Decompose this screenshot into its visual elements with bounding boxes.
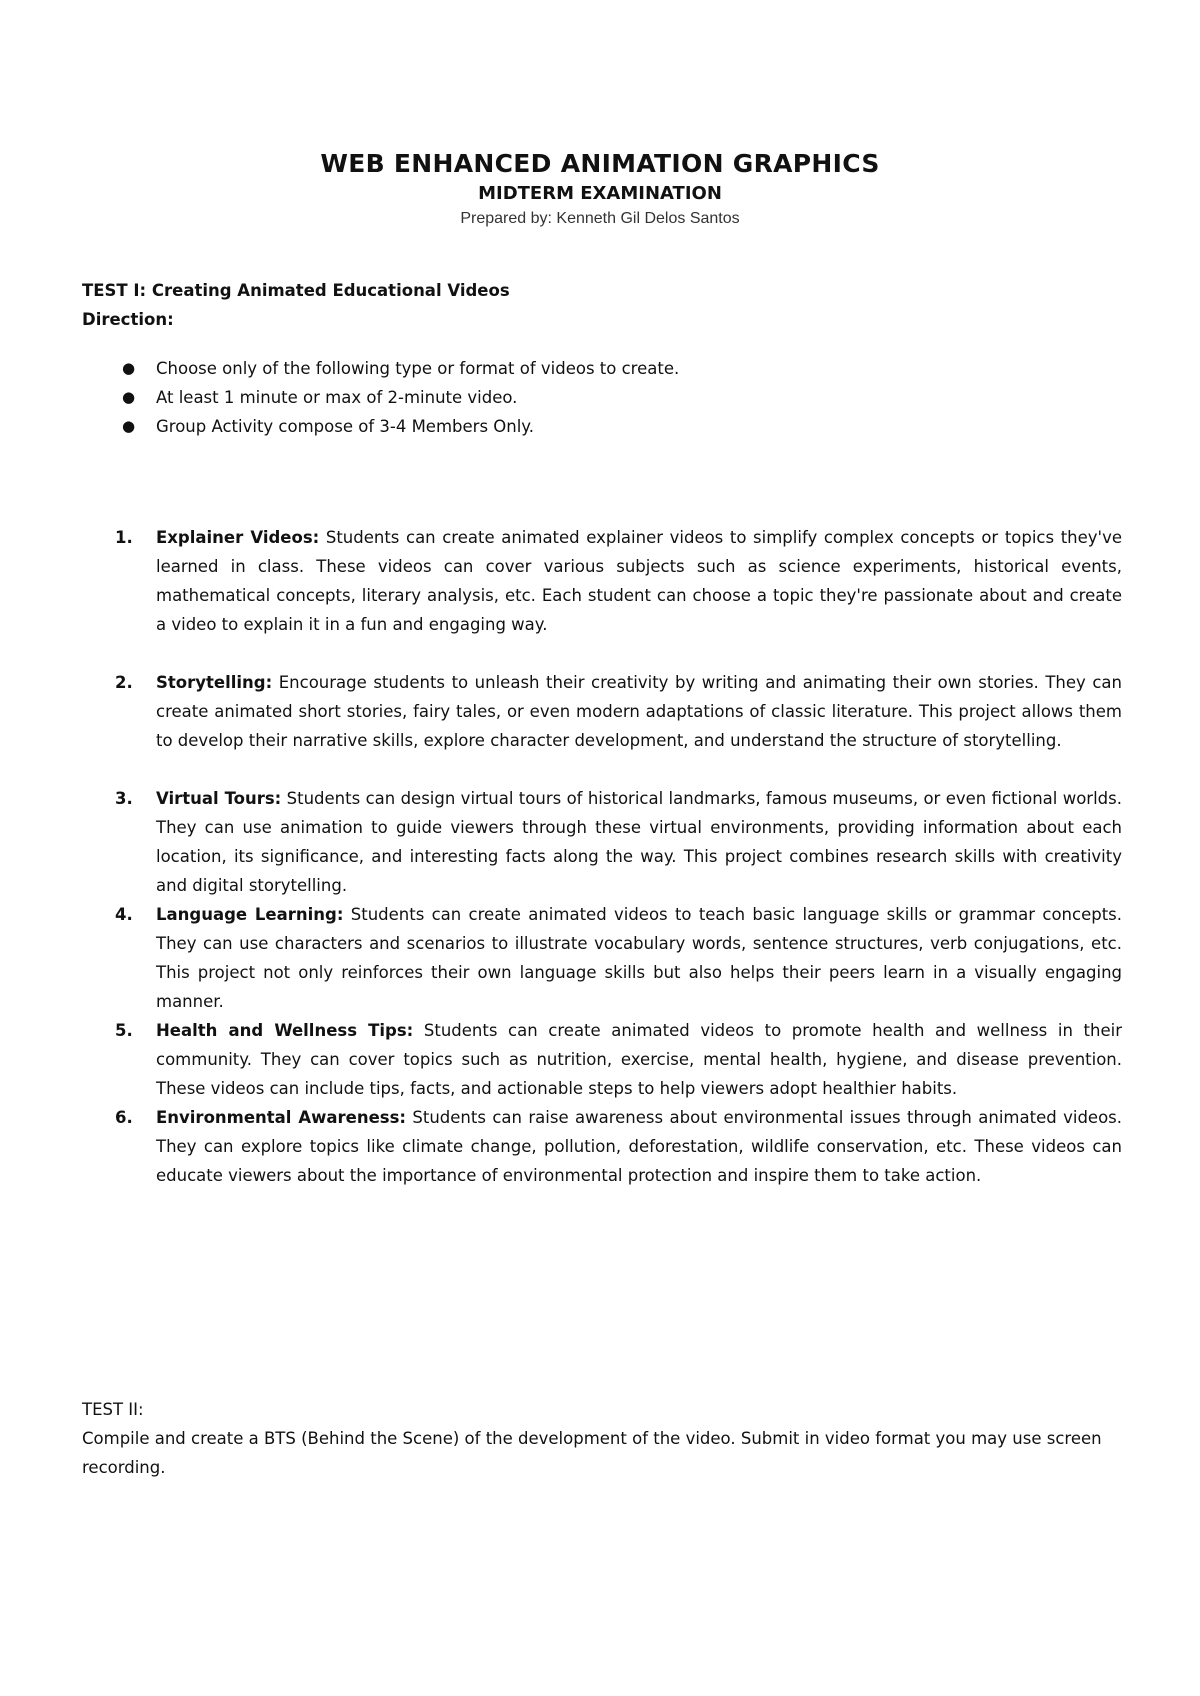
document-subtitle: MIDTERM EXAMINATION: [478, 183, 722, 204]
direction-label: Direction:: [82, 310, 174, 329]
item-text: Students can create animated videos to promote health and wellness in their community. They can cover topics such as nutrition, exercise, mental health, hygiene, and disease prevention. These videos can include tips, facts, and actionable steps to help viewers adopt healthier habits.: [156, 1021, 1122, 1098]
direction-bullet-list: [118, 354, 1118, 441]
list-item-language-learning: [82, 900, 1122, 1016]
test-two-heading: TEST II:: [82, 1400, 144, 1419]
document-header: [0, 148, 1200, 230]
item-text: Students can create animated explainer videos to simplify complex concepts or topics they've learned in class. These videos can cover various subjects such as science experiments, historical events, mathematical concepts, literary analysis, etc. Each student can choose a topic they're passionate about and create a video to explain it in a fun and engaging way.: [156, 528, 1122, 634]
video-type-list: [82, 523, 1122, 1190]
item-text: Students can raise awareness about environmental issues through animated videos. They can explore topics like climate change, pollution, deforestation, wildlife conservation, etc. These videos can educate viewers about the importance of environmental protection and inspire them to take action.: [156, 1108, 1123, 1185]
bullet-icon: ●: [122, 388, 136, 406]
item-number: 3.: [115, 789, 133, 808]
list-item: ● Group Activity compose of 3-4 Members Only.: [118, 412, 1118, 441]
list-item-virtual-tours: [82, 784, 1122, 900]
test-two-text: Compile and create a BTS (Behind the Scene) of the development of the video. Submit in video format you may use screen recording.: [82, 1429, 1102, 1477]
list-item: ● Choose only of the following type or format of videos to create.: [118, 354, 1118, 383]
item-number: 6.: [115, 1108, 133, 1127]
item-number: 2.: [115, 673, 133, 692]
item-text: Students can create animated videos to teach basic language skills or grammar concepts. They can use characters and scenarios to illustrate vocabulary words, sentence structures, verb conjugations, etc. This project not only reinforces their own language skills but also helps their peers learn in a visually engaging manner.: [156, 905, 1122, 1011]
item-number: 5.: [115, 1021, 133, 1040]
item-label: Health and Wellness Tips:: [156, 1021, 414, 1040]
test-one-section: [82, 276, 1122, 334]
test-one-heading: TEST I: Creating Animated Educational Videos: [82, 281, 510, 300]
bullet-icon: ●: [122, 417, 136, 435]
item-number: 1.: [115, 528, 133, 547]
item-text: Students can design virtual tours of historical landmarks, famous museums, or even fictional worlds. They can use animation to guide viewers through these virtual environments, providing information about each location, its significance, and interesting facts along the way. This project combines research skills with creativity and digital storytelling.: [156, 789, 1122, 895]
test-two-section: [82, 1395, 1122, 1482]
item-label: Virtual Tours:: [156, 789, 282, 808]
bullet-icon: ●: [122, 359, 136, 377]
item-label: Language Learning:: [156, 905, 344, 924]
document-author: Prepared by: Kenneth Gil Delos Santos: [460, 210, 740, 227]
item-label: Explainer Videos:: [156, 528, 320, 547]
document-title: WEB ENHANCED ANIMATION GRAPHICS: [320, 149, 880, 178]
list-item-environmental-awareness: [82, 1103, 1122, 1190]
list-item-explainer-videos: [82, 523, 1122, 639]
item-number: 4.: [115, 905, 133, 924]
item-text: Encourage students to unleash their creativity by writing and animating their own stories. They can create animated short stories, fairy tales, or even modern adaptations of classic literature. This project allows them to develop their narrative skills, explore character development, and understand the structure of storytelling.: [156, 673, 1122, 750]
list-item-storytelling: [82, 668, 1122, 755]
list-item: ● At least 1 minute or max of 2-minute video.: [118, 383, 1118, 412]
item-label: Storytelling:: [156, 673, 273, 692]
list-item-health-wellness: [82, 1016, 1122, 1103]
item-label: Environmental Awareness:: [156, 1108, 407, 1127]
